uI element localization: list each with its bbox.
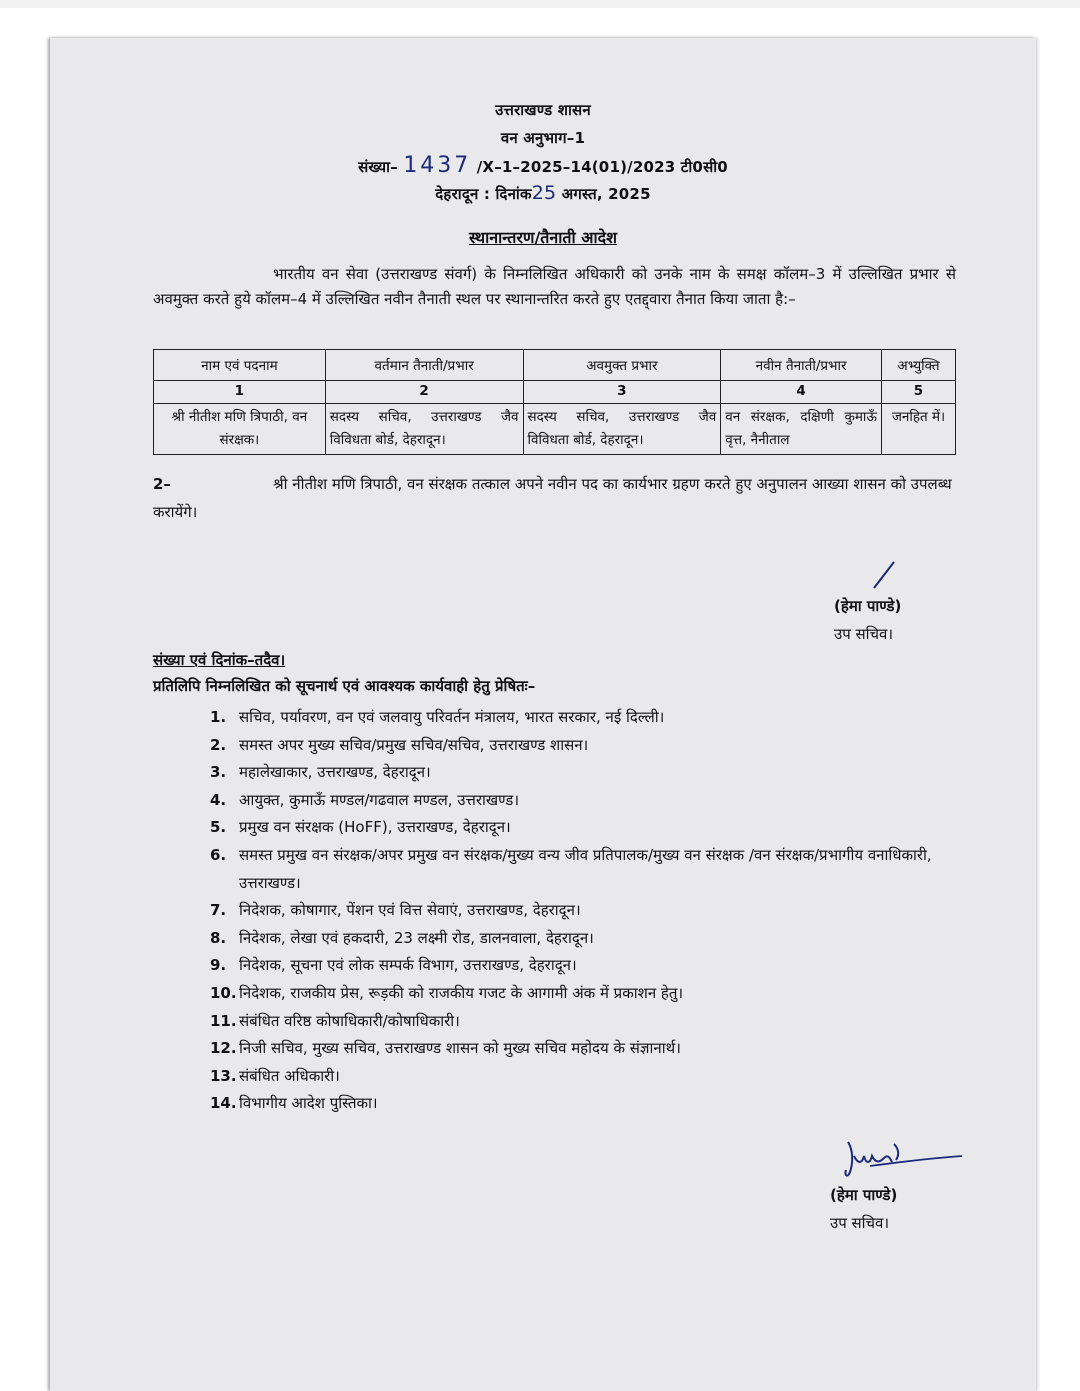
list-item: 7. निदेशक, कोषागार, पेंशन एवं वित्त सेवाएं, उत्तराखण्ड, देहरादून। <box>210 901 581 920</box>
intro-paragraph: भारतीय वन सेवा (उत्तराखण्ड संवर्ग) के निम्नलिखित अधिकारी को उनके नाम के समक्ष कॉलम–3 में उल्लिखित प्रभार से अवमुक्त करते हुये कॉलम–4 में उल्लिखित नवीन तैनाती स्थल पर स्थानान्तरित करते हुए एतद्द्वारा तैनात किया जाता है:– <box>153 265 956 308</box>
list-item: 4. आयुक्त, कुमाऊँ मण्डल/गढवाल मण्डल, उत्तराखण्ड। <box>210 790 520 809</box>
order-date-handwritten: 25 <box>531 182 557 204</box>
cell-relieved: सदस्य सचिव, उत्तराखण्ड जैव विविधता बोर्ड, देहरादून। <box>523 404 721 455</box>
list-item: 14. विभागीय आदेश पुस्तिका। <box>210 1094 378 1113</box>
col-number: 3 <box>523 381 721 404</box>
section-name: वन अनुभाग–1 <box>500 129 586 147</box>
paragraph-2 <box>153 470 956 526</box>
col-number: 1 <box>154 381 326 404</box>
copy-to-heading: प्रतिलिपि निम्नलिखित को सूचनार्थ एवं आवश्यक कार्यवाही हेतु प्रेषितः– <box>153 677 536 695</box>
cell-new: वन संरक्षक, दक्षिणी कुमाऊँ वृत्त, नैनीताल <box>721 404 882 455</box>
list-item: 11. संबंधित वरिष्ठ कोषाधिकारी/कोषाधिकारी। <box>210 1011 460 1030</box>
signatory-designation: उप सचिव। <box>834 625 894 643</box>
col-header-remark: अभ्युक्ति <box>882 350 956 381</box>
order-date-suffix: अगस्त, 2025 <box>561 185 651 203</box>
cell-name: श्री नीतीश मणि त्रिपाठी, वन संरक्षक। <box>154 404 326 455</box>
list-item: 3. महालेखाकार, उत्तराखण्ड, देहरादून। <box>210 763 431 782</box>
list-item: 12. निजी सचिव, मुख्य सचिव, उत्तराखण्ड शासन को मुख्य सचिव महोदय के संज्ञानार्थ। <box>210 1039 681 1058</box>
paragraph-2-text: श्री नीतीश मणि त्रिपाठी, वन संरक्षक तत्काल अपने नवीन पद का कार्यभार ग्रहण करते हुए अनुपालन आख्या शासन को उपलब्ध करायेंगे। <box>153 475 952 521</box>
list-item: 5. प्रमुख वन संरक्षक (HoFF), उत्तराखण्ड, देहरादून। <box>210 818 511 837</box>
order-date-line <box>50 182 1036 204</box>
list-item: 9. निदेशक, सूचना एवं लोक सम्पर्क विभाग, उत्तराखण्ड, देहरादून। <box>210 956 577 975</box>
list-item: 8. निदेशक, लेखा एवं हकदारी, 23 लक्ष्मी रोड, डालनवाला, देहरादून। <box>210 928 594 947</box>
department-name: उत्तराखण्ड शासन <box>495 101 591 119</box>
order-number-handwritten: 1437 <box>403 153 472 178</box>
col-header-new: नवीन तैनाती/प्रभार <box>721 350 882 381</box>
signatory-name: (हेमा पाण्डे) <box>834 597 902 615</box>
cell-remark: जनहित में। <box>882 404 956 455</box>
col-header-name: नाम एवं पदनाम <box>154 350 326 381</box>
col-number: 5 <box>882 381 956 404</box>
list-item: 13. संबंधित अधिकारी। <box>210 1066 340 1085</box>
order-number-suffix: /X–1–2025–14(01)/2023 टी0सी0 <box>476 158 728 176</box>
cell-current: सदस्य सचिव, उत्तराखण्ड जैव विविधता बोर्ड, देहरादून। <box>325 404 523 455</box>
reference-line: संख्या एवं दिनांक–तदैव। <box>153 651 286 669</box>
copy-list <box>210 704 960 1118</box>
paragraph-2-number: 2– <box>153 475 171 493</box>
signature-mark-1 <box>870 558 900 592</box>
table-row <box>154 404 956 455</box>
table-header-row <box>154 350 956 381</box>
order-date-prefix: देहरादून : दिनांक <box>435 185 532 203</box>
order-number-prefix: संख्या– <box>358 158 398 176</box>
order-title: स्थानान्तरण/तैनाती आदेश <box>468 228 617 247</box>
order-number-line <box>50 153 1036 178</box>
list-item: 1. सचिव, पर्यावरण, वन एवं जलवायु परिवर्तन मंत्रालय, भारत सरकार, नई दिल्ली। <box>210 708 665 726</box>
col-number: 4 <box>721 381 882 404</box>
list-item: 6. समस्त प्रमुख वन संरक्षक/अपर प्रमुख वन संरक्षक/मुख्य वन्य जीव प्रतिपालक/मुख्य वन संरक्षक /वन संरक्षक/प्रभागीय वनाधिकारी, उत्तराखण्ड। <box>210 845 932 892</box>
table-number-row <box>154 381 956 404</box>
viewer-top-bar <box>0 0 1080 8</box>
transfer-table <box>153 349 956 455</box>
list-item: 10. निदेशक, राजकीय प्रेस, रूड़की को राजकीय गजट के आगामी अंक में प्रकाशन हेतु। <box>210 983 684 1002</box>
signatory-name: (हेमा पाण्डे) <box>830 1186 898 1204</box>
signatory-designation: उप सचिव। <box>830 1214 890 1232</box>
signature-block-2 <box>830 1181 897 1237</box>
document-page <box>50 38 1036 1391</box>
col-number: 2 <box>325 381 523 404</box>
col-header-relieved: अवमुक्त प्रभार <box>523 350 721 381</box>
col-header-current: वर्तमान तैनाती/प्रभार <box>325 350 523 381</box>
handwritten-signature <box>840 1134 970 1184</box>
signature-block-1 <box>834 592 901 648</box>
list-item: 2. समस्त अपर मुख्य सचिव/प्रमुख सचिव/सचिव, उत्तराखण्ड शासन। <box>210 735 589 754</box>
